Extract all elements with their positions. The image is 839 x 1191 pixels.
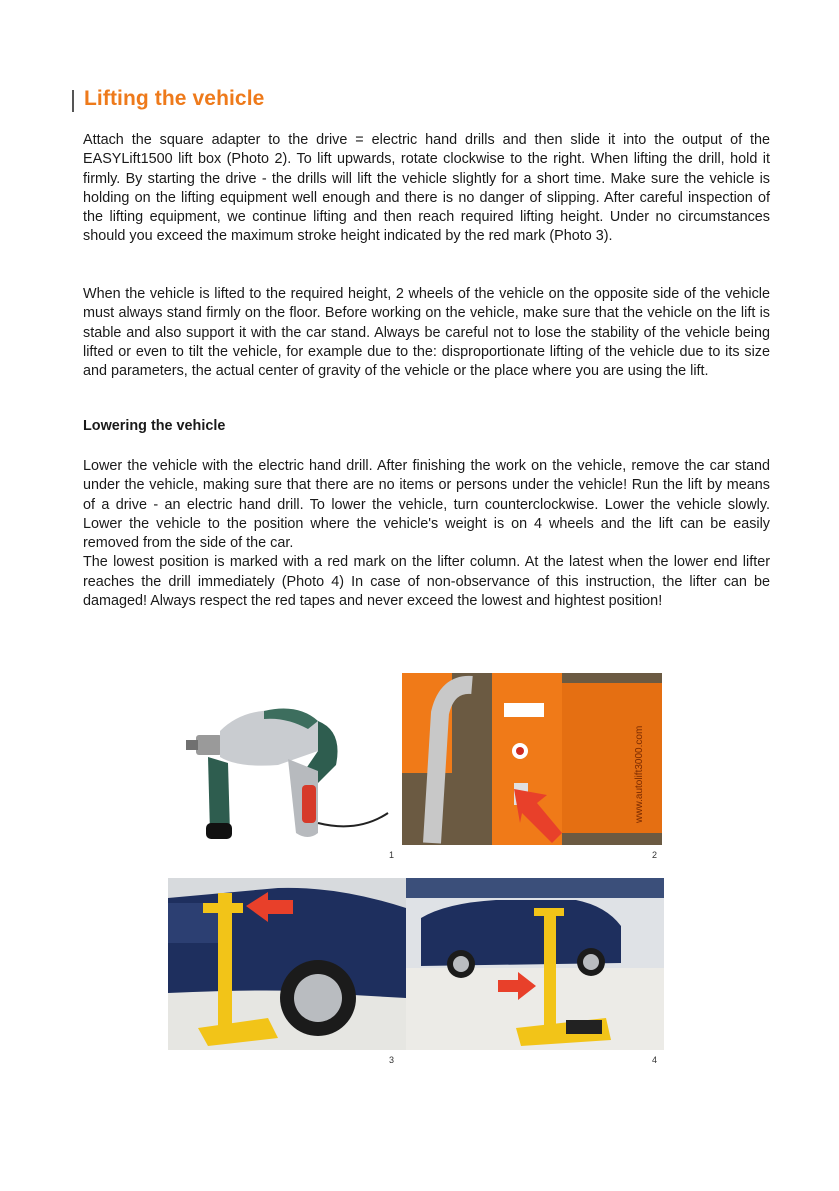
section-title: Lifting the vehicle [84,87,265,110]
lowered-vehicle-illustration [406,878,664,1050]
lift-box-url: www.autolift3000.com [634,725,645,823]
lifted-vehicle-illustration [168,878,406,1050]
subheading-lowering: Lowering the vehicle [83,418,226,434]
drill-illustration [168,673,398,845]
paragraph-lifting-instructions: Attach the square adapter to the drive = electric hand drills and then slide it into the output of the EASYLift1500 lift box (Photo 2). To lift upwards, rotate clockwise to the right. When lifting the drill, hold it firmly. By starting the drive - the drills will lift the vehicle slightly for a short time. Make sure the vehicle is holding on the lifting equipment well enough and there is no danger of slipping. After careful inspection of the lifting equipment, we continue lifting and then reach required lifting height. Under no circumstances should you exceed the maximum stroke height indicated by the red mark (Photo 3). [83,132,770,245]
photo-lowered-vehicle [406,878,664,1050]
lowering-text-part-2: The lowest position is marked with a red mark on the lifter column. At the latest when the lower end lifter reaches the drill immediately (Photo 4) In case of non-observance of this instruction, the lifter can be damaged! Always respect the red tapes and never exceed the lowest and hightest position! [83,554,770,610]
lift-box-illustration [402,673,662,845]
photo-caption-4: 4 [652,1055,658,1065]
paragraph-stability-warning: When the vehicle is lifted to the required height, 2 wheels of the vehicle on the opposite side of the vehicle must always stand firmly on the floor. Before working on the vehicle, make sure that the vehicle on the lift is stable and also support it with the car stand. Always be careful not to lose the stability of the vehicle being lifted or even to tilt the vehicle, for example due to the: disproportionate lifting of the vehicle due to its size and parameters, the actual center of gravity of the vehicle or the place where you are using the lift. [83,286,770,380]
paragraph-lowering-instructions [83,457,770,611]
photo-caption-1: 1 [389,850,395,860]
photo-lifted-vehicle [168,878,406,1050]
lowering-text-part-1: Lower the vehicle with the electric hand drill. After finishing the work on the vehicle, remove the car stand under the vehicle, making sure that there are no items or persons under the vehicle! Run the lift by means of a drive - an electric hand drill. To lower the vehicle, turn counterclockwise. Lower the vehicle slowly. Lower the vehicle to the position where the vehicle's weight is on 4 wheels and the lift can be easily removed from the side of the car. [83,458,770,552]
photo-lift-box [402,673,662,845]
photo-caption-3: 3 [389,1055,395,1065]
photo-caption-2: 2 [652,850,658,860]
title-accent-bar [72,90,74,112]
photo-electric-drill [168,673,398,845]
